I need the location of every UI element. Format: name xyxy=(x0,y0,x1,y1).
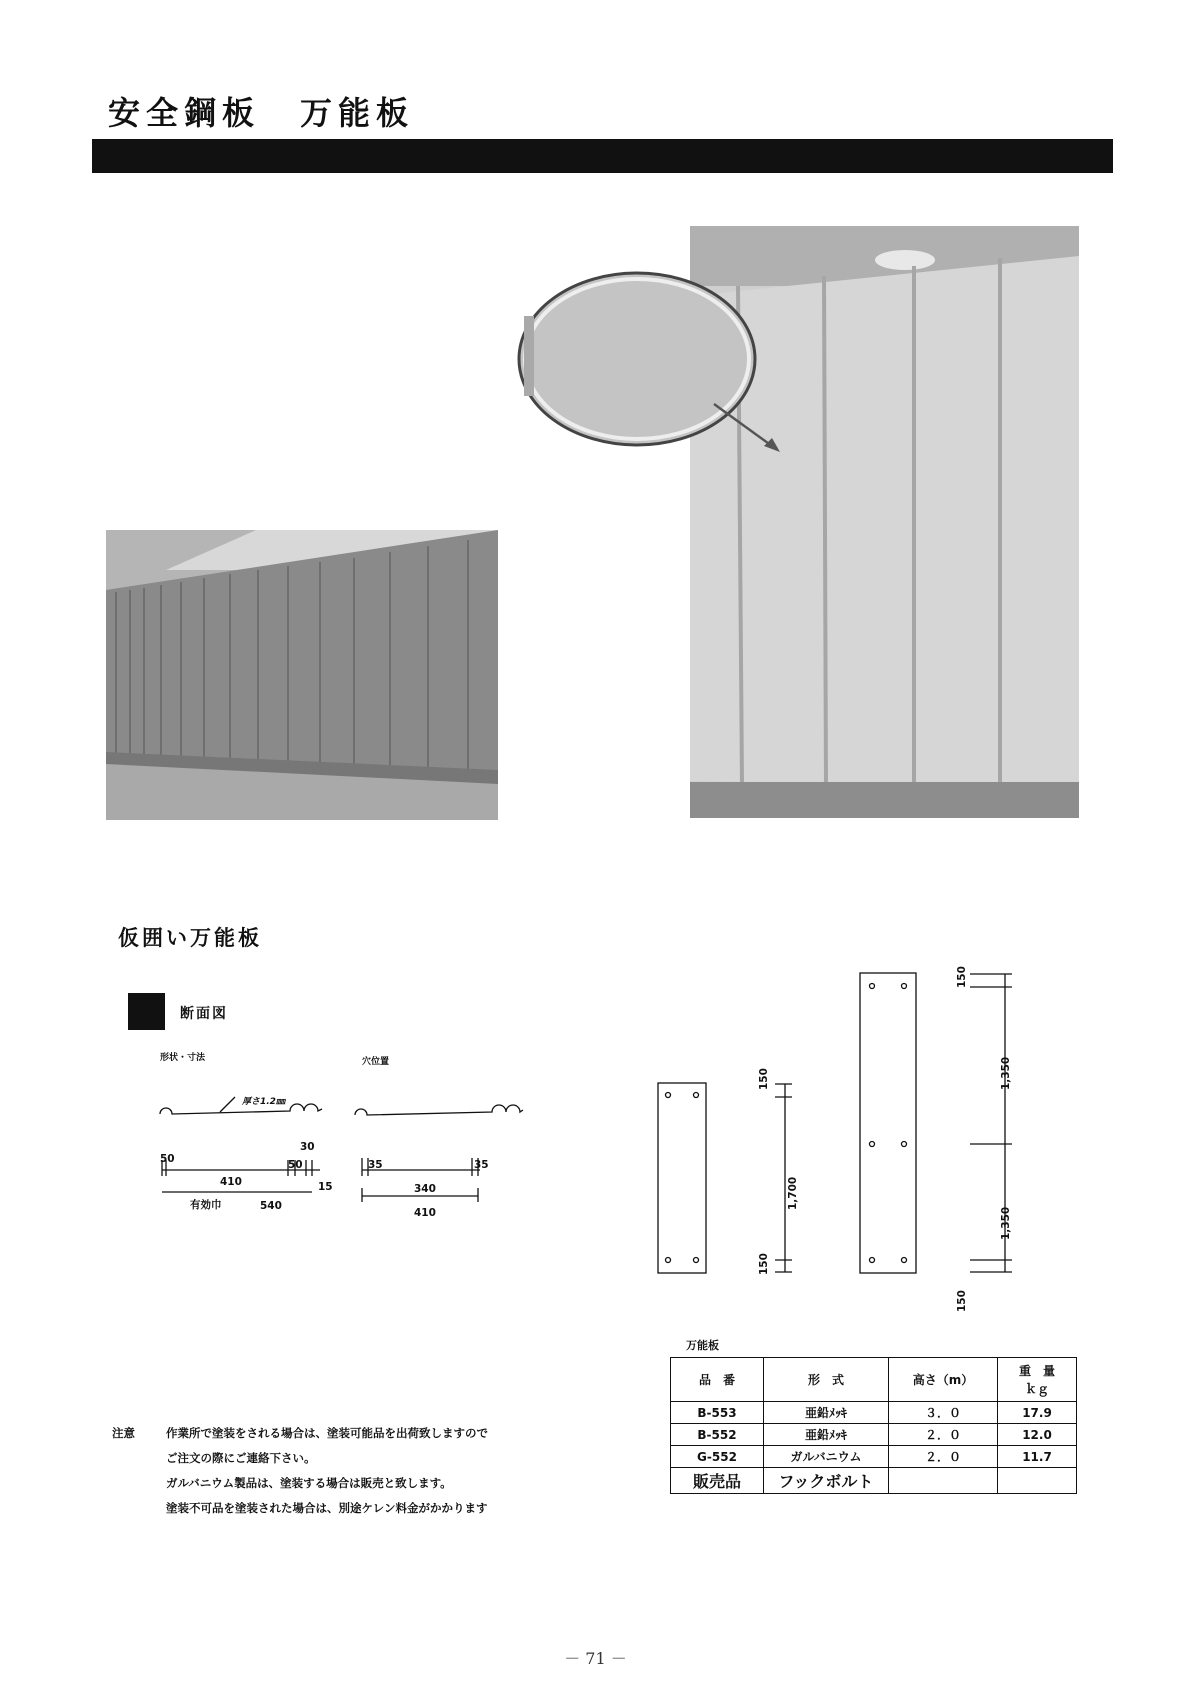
sales-type: フックボルト xyxy=(764,1468,889,1494)
dim-35-right: 35 xyxy=(474,1159,489,1171)
header-height: 高さ（m） xyxy=(889,1358,998,1402)
sales-weight xyxy=(998,1468,1077,1494)
hole-position-label: 穴位置 xyxy=(362,1057,390,1067)
header-weight xyxy=(998,1358,1077,1402)
table-row xyxy=(671,1424,1077,1446)
row-code: B-553 xyxy=(671,1402,764,1424)
sales-height xyxy=(889,1468,998,1494)
fence-photo-wide xyxy=(106,530,498,820)
table-caption: 万能板 xyxy=(686,1339,719,1352)
row-height: ２．０ xyxy=(889,1446,998,1468)
page-number: － 71 － xyxy=(564,1649,627,1668)
fence-photo-wide-image xyxy=(106,530,498,820)
row-weight: 17.9 xyxy=(998,1402,1077,1424)
note-line: 作業所で塗装をされる場合は、塗装可能品を出荷致しますので xyxy=(166,1426,488,1440)
note-line: 塗装不可品を塗装された場合は、別途ケレン料金がかかります xyxy=(166,1501,488,1515)
row-weight: 11.7 xyxy=(998,1446,1077,1468)
effective-width-label: 有効巾 xyxy=(190,1199,222,1211)
dim-410-left: 410 xyxy=(220,1176,242,1188)
large-panel-bottom-dim: 150 xyxy=(956,1290,968,1312)
arrow-icon xyxy=(710,400,790,460)
header-code: 品 番 xyxy=(671,1358,764,1402)
dim-410-right: 410 xyxy=(414,1207,436,1219)
thickness-label: 厚さ1.2㎜ xyxy=(242,1097,285,1107)
notes-label: 注意 xyxy=(112,1426,135,1440)
dim-50-right: 50 xyxy=(288,1159,303,1171)
heading-square xyxy=(128,993,165,1030)
table-row xyxy=(671,1446,1077,1468)
row-height: ２．０ xyxy=(889,1424,998,1446)
title-part2: 万能板 xyxy=(300,94,415,132)
row-height: ３．０ xyxy=(889,1402,998,1424)
dim-15: 15 xyxy=(318,1181,333,1193)
dim-50-left: 50 xyxy=(160,1153,175,1165)
note-line: ガルバニウム製品は、塗装する場合は販売と致します。 xyxy=(166,1476,452,1490)
table-row xyxy=(671,1402,1077,1424)
shape-dimensions-label: 形状・寸法 xyxy=(160,1053,206,1063)
section-heading: 仮囲い万能板 xyxy=(118,926,262,950)
large-panel-top-dim: 150 xyxy=(956,966,968,988)
cross-section-heading: 断面図 xyxy=(180,1006,228,1022)
note-line: ご注文の際にご連絡下さい。 xyxy=(166,1451,316,1465)
small-panel-middle-dim: 1,700 xyxy=(787,1176,799,1210)
row-weight: 12.0 xyxy=(998,1424,1077,1446)
notes-block xyxy=(166,1421,488,1521)
spec-table xyxy=(670,1357,1077,1494)
title-part1: 安全鋼板 xyxy=(108,94,261,132)
page-title xyxy=(108,88,414,134)
sales-row xyxy=(671,1468,1077,1494)
panel-diagrams xyxy=(640,958,1020,1323)
large-panel-lower-dim: 1,350 xyxy=(1000,1206,1012,1240)
sales-code: 販売品 xyxy=(671,1468,764,1494)
small-panel-top-dim: 150 xyxy=(758,1068,770,1090)
row-code: G-552 xyxy=(671,1446,764,1468)
row-type: 亜鉛ﾒｯｷ xyxy=(764,1424,889,1446)
header-weight-label: 重 量 xyxy=(1018,1363,1055,1378)
dim-35-left: 35 xyxy=(368,1159,383,1171)
row-type: 亜鉛ﾒｯｷ xyxy=(764,1402,889,1424)
small-panel-bottom-dim: 150 xyxy=(758,1253,770,1275)
large-panel-upper-dim: 1,350 xyxy=(1000,1056,1012,1090)
row-type: ガルバニウム xyxy=(764,1446,889,1468)
header-bar xyxy=(92,139,1113,173)
dim-540: 540 xyxy=(260,1200,282,1212)
dim-340: 340 xyxy=(414,1183,436,1195)
row-code: B-552 xyxy=(671,1424,764,1446)
header-type: 形 式 xyxy=(764,1358,889,1402)
dim-30: 30 xyxy=(300,1141,315,1153)
header-weight-unit: ｋｇ xyxy=(1024,1381,1049,1396)
panel-diagram-svg xyxy=(640,958,1020,1323)
